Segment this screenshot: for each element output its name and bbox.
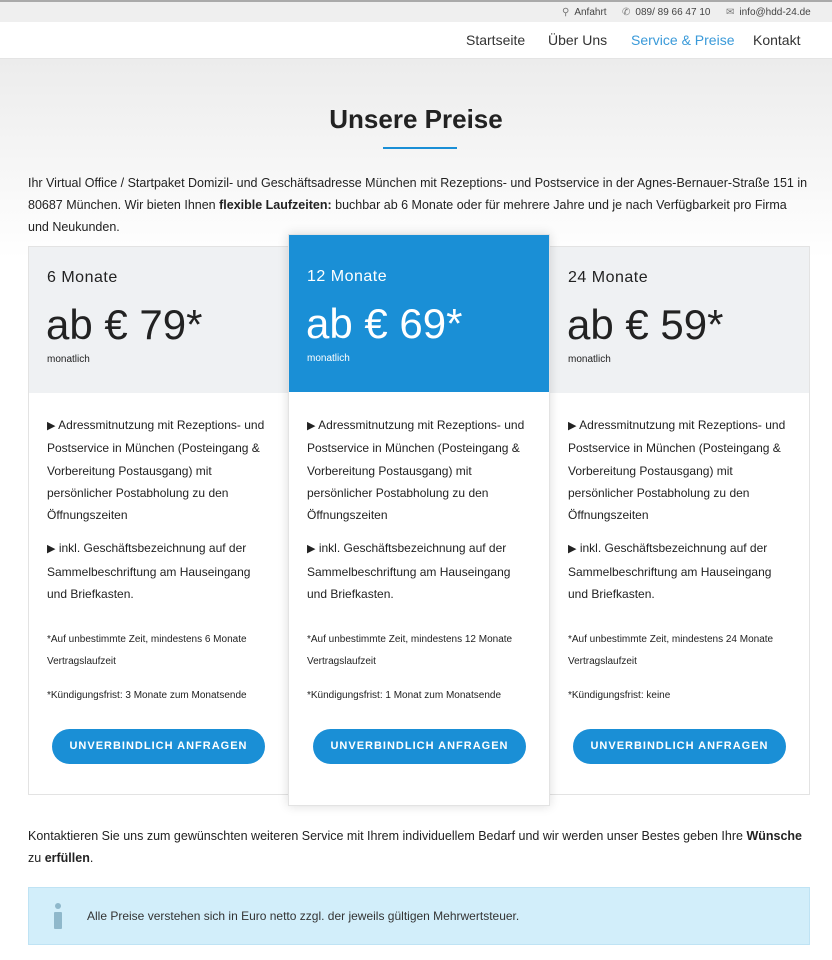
nav-item-service-preise[interactable]: Service & Preise	[631, 32, 735, 48]
contact-text-bold-fulfill: erfüllen	[44, 851, 90, 865]
contact-text-bold-wishes: Wünsche	[746, 829, 802, 843]
plan-feature-text: inkl. Geschäftsbezeichnung auf der Sammelbeschriftung am Hauseingang und Briefkasten.	[307, 541, 511, 602]
nav-item-startseite[interactable]: Startseite	[466, 32, 526, 48]
pricing-card-body	[568, 414, 794, 707]
plan-period: monatlich	[307, 353, 350, 364]
plan-feature-text: Adressmitnutzung mit Rezeptions- und Postservice in München (Posteingang & Vorbereitung Postausgang) mit persönlicher Postabholung zu den Öffnungszeiten	[307, 418, 525, 523]
plan-note-duration: *Auf unbestimmte Zeit, mindestens 12 Monate Vertragslaufzeit	[307, 634, 513, 668]
plan-note-duration: *Auf unbestimmte Zeit, mindestens 24 Monate Vertragslaufzeit	[568, 634, 774, 668]
inquire-button[interactable]: UNVERBINDLICH ANFRAGEN	[573, 729, 786, 764]
directions-label: Anfahrt	[574, 7, 607, 18]
plan-feature	[568, 537, 794, 605]
plan-price: ab € 59*	[567, 301, 724, 348]
price-info-box	[28, 887, 810, 945]
intro-text-start: Ihr Virtual Office / Startpaket Domizil- und Geschäftsadresse München mit Rezeptions- und Postservice in der Agnes-Bernauer-Straße 151 in 80687 München. Wir bieten Ihnen	[28, 176, 808, 212]
nav-item-kontakt[interactable]: Kontakt	[753, 32, 801, 48]
map-marker-icon: ⚲	[562, 7, 570, 18]
phone-label: 089/ 89 66 47 10	[635, 7, 711, 18]
inquire-button[interactable]: UNVERBINDLICH ANFRAGEN	[52, 729, 265, 764]
email-label: info@hdd-24.de	[739, 7, 811, 18]
triangle-right-icon: ▶	[307, 543, 316, 556]
info-icon-bar	[54, 912, 62, 929]
pricing-card-header	[289, 235, 549, 392]
nav-item-ueber-uns[interactable]: Über Uns	[548, 32, 608, 48]
plan-feature-text: inkl. Geschäftsbezeichnung auf der Sammelbeschriftung am Hauseingang und Briefkasten.	[47, 541, 251, 602]
info-icon	[51, 903, 65, 929]
contact-text-end: .	[89, 851, 94, 865]
email-link[interactable]	[726, 7, 811, 18]
plan-feature	[568, 414, 794, 526]
intro-text-end: buchbar ab 6 Monate oder für mehrere Jahre und je nach Verfügbarkeit pro Firma und Neukunden.	[28, 198, 787, 234]
plan-note-cancellation: *Kündigungsfrist: keine	[568, 690, 671, 702]
info-icon-dot	[55, 903, 61, 909]
contact-text-start: Kontaktieren Sie uns zum gewünschten weiteren Service mit Ihrem individuellem Bedarf und wir werden unser Bestes geben Ihre	[28, 829, 747, 843]
pricing-card-header	[29, 247, 288, 393]
plan-duration: 6 Monate	[47, 269, 118, 286]
pricing-card-24-months	[549, 246, 810, 795]
inquire-button[interactable]: UNVERBINDLICH ANFRAGEN	[313, 729, 526, 764]
triangle-right-icon: ▶	[307, 420, 316, 432]
top-bar	[0, 0, 832, 22]
plan-note-cancellation: *Kündigungsfrist: 3 Monate zum Monatsende	[47, 690, 247, 702]
triangle-right-icon: ▶	[568, 420, 577, 432]
envelope-icon: ✉	[726, 7, 735, 18]
plan-period: monatlich	[568, 354, 611, 365]
pricing-card-12-months	[288, 234, 550, 806]
pricing-card-body	[47, 414, 273, 707]
plan-notes	[568, 629, 794, 707]
plan-duration: 24 Monate	[568, 269, 649, 286]
plan-feature-text: inkl. Geschäftsbezeichnung auf der Sammelbeschriftung am Hauseingang und Briefkasten.	[568, 541, 772, 602]
contact-text	[28, 825, 808, 869]
plan-price: ab € 69*	[306, 300, 463, 347]
pricing-card-6-months	[28, 246, 289, 795]
plan-feature	[307, 414, 533, 526]
directions-link[interactable]	[562, 7, 607, 18]
phone-icon: ✆	[622, 7, 631, 18]
main-nav	[0, 22, 832, 59]
pricing-card-header	[550, 247, 809, 393]
plan-notes	[47, 629, 273, 707]
plan-feature	[47, 537, 273, 605]
plan-note-cancellation: *Kündigungsfrist: 1 Monat zum Monatsende	[307, 690, 501, 702]
pricing-card-body	[307, 414, 533, 707]
plan-price: ab € 79*	[46, 301, 203, 348]
phone-link[interactable]	[622, 7, 710, 18]
plan-duration: 12 Monate	[307, 268, 388, 285]
plan-notes	[307, 629, 533, 707]
title-divider	[383, 147, 457, 149]
triangle-right-icon: ▶	[568, 543, 577, 556]
intro-text-bold: flexible Laufzeiten:	[219, 198, 332, 212]
plan-period: monatlich	[47, 354, 90, 365]
contact-text-middle: zu	[28, 851, 45, 865]
plan-note-duration: *Auf unbestimmte Zeit, mindestens 6 Monate Vertragslaufzeit	[47, 634, 247, 668]
intro-text	[28, 172, 808, 238]
page-title: Unsere Preise	[329, 104, 503, 134]
plan-feature	[47, 414, 273, 526]
plan-feature-text: Adressmitnutzung mit Rezeptions- und Postservice in München (Posteingang & Vorbereitung Postausgang) mit persönlicher Postabholung zu den Öffnungszeiten	[47, 418, 265, 523]
triangle-right-icon: ▶	[47, 543, 56, 556]
plan-feature-text: Adressmitnutzung mit Rezeptions- und Postservice in München (Posteingang & Vorbereitung Postausgang) mit persönlicher Postabholung zu den Öffnungszeiten	[568, 418, 786, 523]
triangle-right-icon: ▶	[47, 420, 56, 432]
plan-feature	[307, 537, 533, 605]
info-text: Alle Preise verstehen sich in Euro netto zzgl. der jeweils gültigen Mehrwertsteuer.	[87, 909, 520, 923]
